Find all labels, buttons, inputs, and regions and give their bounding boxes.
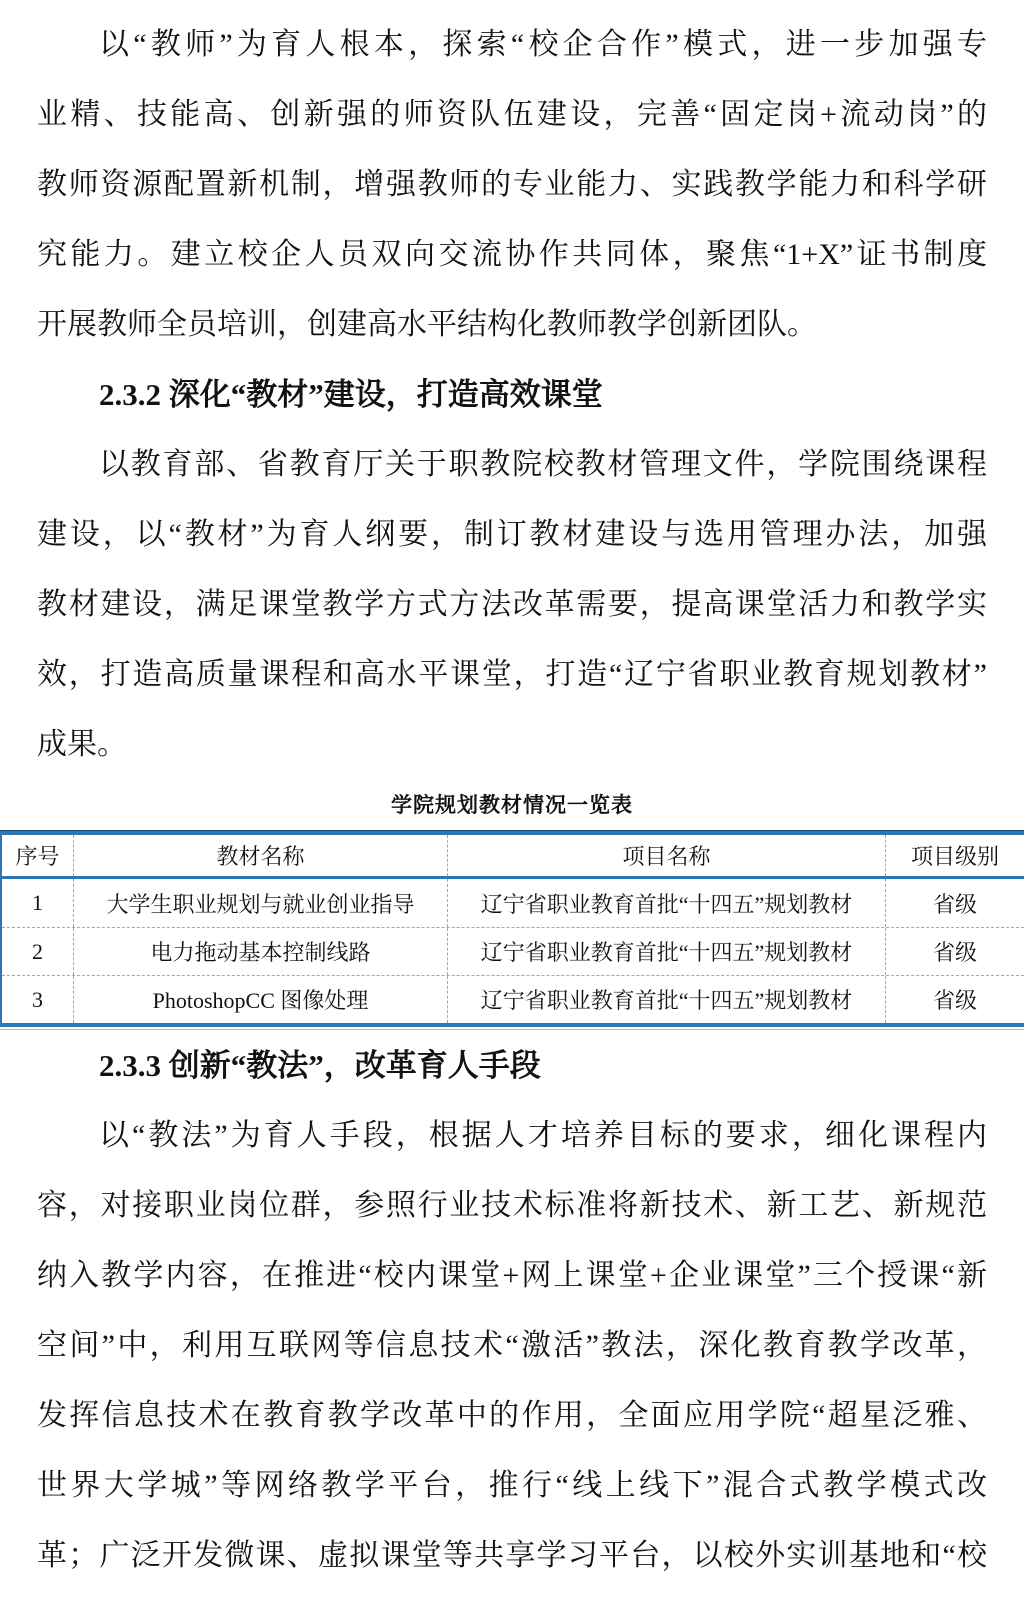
text-line: 效，打造高质量课程和高水平课堂，打造“辽宁省职业教育规划教材”: [37, 658, 987, 691]
text-line: 以“教法”为育人手段，根据人才培养目标的要求，细化课程内: [99, 1119, 987, 1152]
text-line: 以“教师”为育人根本，探索“校企合作”模式，进一步加强专: [99, 28, 987, 61]
text-line: 容，对接职业岗位群，参照行业技术标准将新技术、新工艺、新规范: [37, 1189, 987, 1222]
text-line: 业精、技能高、创新强的师资队伍建设，完善“固定岗+流动岗”的: [37, 98, 987, 131]
text-line: 发挥信息技术在教育教学改革中的作用，全面应用学院“超星泛雅、: [37, 1399, 987, 1432]
paragraph-teacher-building: [37, 10, 987, 360]
table-cell: 3: [32, 986, 43, 1012]
text-line: 建设，以“教材”为育人纲要，制订教材建设与选用管理办法，加强: [37, 518, 987, 551]
table-row: [2, 975, 1024, 1023]
text-line: 以教育部、省教育厅关于职教院校教材管理文件，学院围绕课程: [99, 448, 987, 481]
table-cell: PhotoshopCC 图像处理: [73, 976, 447, 1023]
table-cell: 辽宁省职业教育首批“十四五”规划教材: [447, 928, 885, 975]
table-header-cell: 教材名称: [73, 835, 447, 876]
table-body: [0, 835, 1024, 1023]
text-line: 教师资源配置新机制，增强教师的专业能力、实践教学能力和科学研: [37, 168, 987, 201]
text-line: 世界大学城”等网络教学平台，推行“线上线下”混合式教学模式改: [37, 1469, 987, 1502]
text-line: 究能力。建立校企人员双向交流协作共同体，聚焦“1+X”证书制度: [37, 238, 987, 271]
table-cell: 1: [32, 890, 43, 915]
table-header-cell: 项目名称: [447, 835, 885, 876]
table-header-cell: 项目级别: [885, 835, 1024, 876]
textbook-table: [0, 830, 1024, 1031]
table-cell: 省级: [885, 976, 1024, 1023]
table-row: [2, 927, 1024, 975]
text-line: 开展教师全员培训，创建高水平结构化教师教学创新团队。: [37, 308, 817, 341]
paragraph-teaching-methods: [37, 1101, 987, 1591]
table-cell: 2: [32, 938, 43, 964]
text-line: 纳入教学内容，在推进“校内课堂+网上课堂+企业课堂”三个授课“新: [37, 1259, 987, 1292]
table-bottom-border: [0, 1023, 1024, 1031]
table-cell: 辽宁省职业教育首批“十四五”规划教材: [447, 879, 885, 927]
text-line: 成果。: [37, 728, 127, 761]
paragraph-textbook-building: [37, 430, 987, 780]
text-line: 教材建设，满足课堂教学方式方法改革需要，提高课堂活力和教学实: [37, 588, 987, 621]
table-cell: 大学生职业规划与就业创业指导: [73, 879, 447, 927]
table-caption: 学院规划教材情况一览表: [391, 793, 633, 817]
text-line: 革；广泛开发微课、虚拟课堂等共享学习平台，以校外实训基地和“校: [37, 1539, 987, 1572]
text-line: 空间”中，利用互联网等信息技术“激活”教法，深化教育教学改革，: [37, 1329, 987, 1362]
table-cell: 辽宁省职业教育首批“十四五”规划教材: [447, 976, 885, 1023]
section-heading-2-3-3: 2.3.3 创新“教法”，改革育人手段: [99, 1048, 541, 1083]
table-cell: 省级: [885, 879, 1024, 927]
table-header-row: [2, 835, 1024, 879]
table-header-cell: 序号: [15, 844, 60, 869]
section-heading-2-3-2: 2.3.2 深化“教材”建设，打造高效课堂: [99, 377, 603, 412]
table-cell: 省级: [885, 928, 1024, 975]
table-cell: 电力拖动基本控制线路: [73, 928, 447, 975]
table-row: [2, 879, 1024, 927]
